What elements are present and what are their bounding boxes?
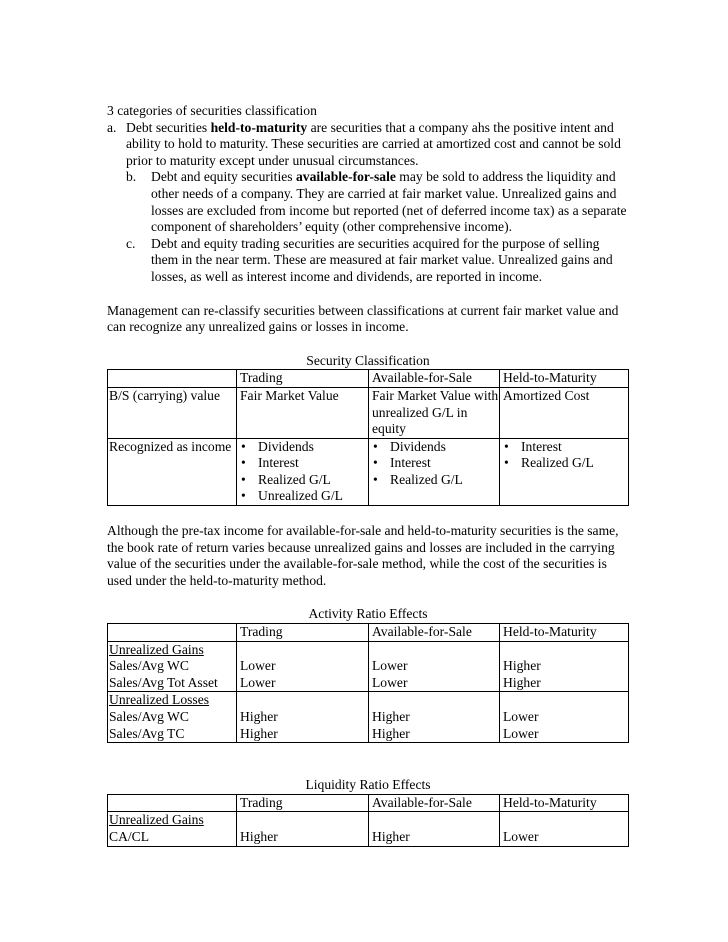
list-marker: b. — [126, 169, 137, 185]
security-table-title: Security Classification — [306, 352, 430, 368]
bullet-list — [370, 439, 499, 489]
document-page — [107, 103, 629, 847]
row-label: B/S (carrying) value — [108, 387, 237, 438]
paragraph-book-rate: Although the pre-tax income for available-for-sale and held-to-maturity securities is the same, the book rate of return varies because unrealized gains and losses are included in the carrying value of the securities under the available-for-sale method, while the cost of the securities is used under the held-to-maturity method. — [107, 523, 619, 588]
group-label: Unrealized Gains — [109, 641, 204, 657]
table-cell — [369, 438, 500, 505]
row-label: Unrealized Gains Sales/Avg WC Sales/Avg Tot Asset — [108, 641, 237, 692]
list-marker: a. — [107, 119, 117, 135]
column-header: Held-to-Maturity — [500, 624, 629, 642]
liquidity-table-title: Liquidity Ratio Effects — [305, 777, 431, 793]
group-label: Unrealized Gains — [109, 812, 204, 828]
column-header: Available-for-Sale — [369, 370, 500, 388]
table-row — [108, 387, 629, 438]
row-label: Unrealized Losses Sales/Avg WC Sales/Avg TC — [108, 692, 237, 743]
list-item-a: a. Debt securities held-to-maturity are securities that a company ahs the positive intent and ability to hold to maturity. These securities are carried at amortized cost and cannot be sold prior to maturity except under unusual circumstances. — [107, 119, 621, 168]
table-header-row — [108, 794, 629, 812]
table-cell: Lower Lower — [500, 692, 629, 743]
list-marker: c. — [126, 235, 136, 251]
table-cell: Fair Market Value — [237, 387, 369, 438]
list-item: • Interest — [501, 439, 628, 456]
activity-ratio-table — [107, 623, 629, 743]
table-cell: Lower Lower — [369, 641, 500, 692]
table-row — [108, 692, 629, 743]
security-classification-table — [107, 369, 629, 506]
column-header: Trading — [237, 624, 369, 642]
list-item: • Dividends — [370, 439, 499, 456]
column-header: Available-for-Sale — [369, 624, 500, 642]
liquidity-ratio-table — [107, 794, 629, 847]
group-label: Unrealized Losses — [109, 692, 210, 708]
paragraph-reclassify: Management can re-classify securities between classifications at current fair market value and can recognize any unrealized gains or losses in income. — [107, 302, 619, 335]
column-header: Trading — [237, 794, 369, 812]
list-item: • Unrealized G/L — [238, 488, 368, 505]
table-cell: Lower Lower — [237, 641, 369, 692]
table-cell: Fair Market Value with unrealized G/L in equity — [369, 387, 500, 438]
table-row — [108, 812, 629, 846]
table-cell: Higher Higher — [369, 692, 500, 743]
column-header: Held-to-Maturity — [500, 370, 629, 388]
table-cell: Lower — [500, 812, 629, 846]
table-header-row — [108, 370, 629, 388]
table-cell: Higher Higher — [237, 692, 369, 743]
list-item: • Interest — [370, 455, 499, 472]
bullet-list — [501, 439, 628, 472]
row-label: Recognized as income — [108, 438, 237, 505]
table-cell: Higher — [369, 812, 500, 846]
table-cell: Higher Higher — [500, 641, 629, 692]
table-cell — [237, 438, 369, 505]
bullet-list — [238, 439, 368, 505]
list-item-c: c. Debt and equity trading securities are securities acquired for the purpose of selling them in the near term. These are measured at fair market value. Unrealized gains and losses, as well as interest income and dividends, are reported in income. — [126, 235, 613, 284]
list-item: • Realized G/L — [370, 472, 499, 489]
list-item: • Realized G/L — [501, 455, 628, 472]
table-header-row — [108, 624, 629, 642]
list-item: • Realized G/L — [238, 472, 368, 489]
column-header: Trading — [237, 370, 369, 388]
term-held-to-maturity: held-to-maturity — [210, 119, 308, 135]
table-cell — [500, 438, 629, 505]
table-cell: Higher — [237, 812, 369, 846]
term-available-for-sale: available-for-sale — [295, 169, 396, 185]
column-header: Available-for-Sale — [369, 794, 500, 812]
list-item-b: b. Debt and equity securities available-for-sale may be sold to address the liquidity and other needs of a company. They are carried at fair market value. Unrealized gains and losses are excluded from income but reported (net of deferred income tax) as a separate component of shareholders’ equity (other comprehensive income). — [126, 169, 627, 235]
section-heading: 3 categories of securities classification — [107, 103, 317, 118]
table-cell: Amortized Cost — [500, 387, 629, 438]
sub-list — [126, 169, 629, 285]
table-row — [108, 641, 629, 692]
activity-table-title: Activity Ratio Effects — [308, 606, 428, 622]
list-item: • Interest — [238, 455, 368, 472]
column-header: Held-to-Maturity — [500, 794, 629, 812]
list-item: • Dividends — [238, 439, 368, 456]
table-row — [108, 438, 629, 505]
row-label: Unrealized Gains CA/CL — [108, 812, 237, 846]
